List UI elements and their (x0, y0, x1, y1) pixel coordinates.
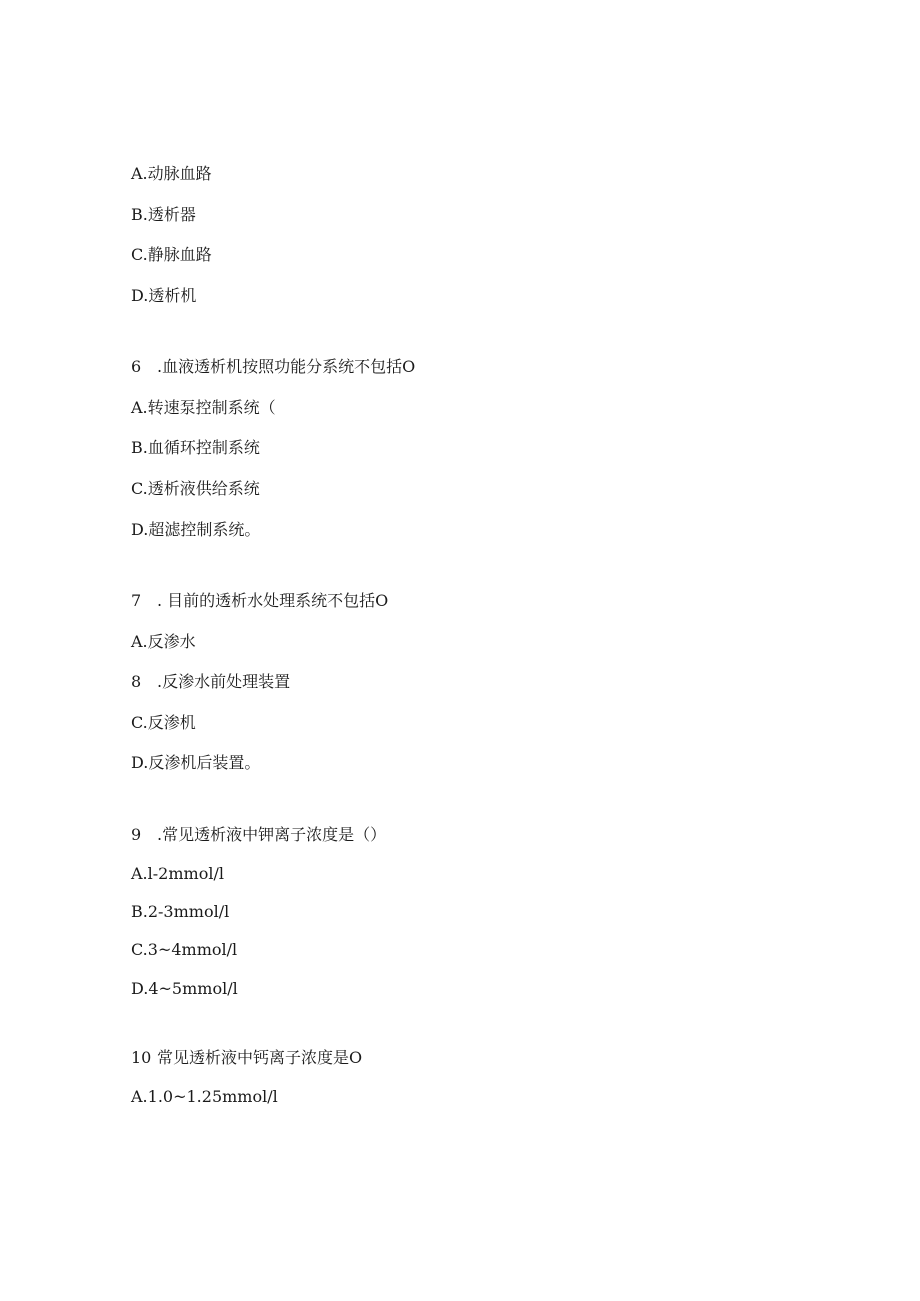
question-stem: . 目前的透析水处理系统不包括O (157, 591, 389, 610)
question-number: 6 (131, 357, 142, 376)
option-c: C.透析液供给系统 (131, 479, 260, 498)
question-number: 8 (131, 672, 142, 691)
question-number: 7 (131, 591, 142, 610)
question-number: 10 (131, 1048, 152, 1067)
option-b: B.透析器 (131, 205, 196, 224)
option-a: A.动脉血路 (131, 164, 212, 183)
option-d: D.超滤控制系统。 (131, 520, 261, 539)
question-7 (131, 591, 388, 611)
option-c: C.静脉血路 (131, 245, 212, 264)
option-a: A.转速泵控制系统（ (131, 398, 276, 417)
question-number: 9 (131, 825, 142, 844)
option-a: A.反渗水 (131, 632, 196, 651)
question-6 (131, 357, 415, 377)
question-8 (131, 672, 290, 692)
option-d: D.透析机 (131, 286, 197, 305)
option-c: C.反渗机 (131, 713, 196, 732)
question-9 (131, 825, 386, 845)
question-stem: .血液透析机按照功能分系统不包括O (157, 357, 416, 376)
option-b: B.血循环控制系统 (131, 438, 260, 457)
question-stem: 常见透析液中钙离子浓度是O (157, 1048, 363, 1067)
option-a: A.l-2mmol/l (131, 864, 224, 883)
option-d: D.反渗机后装置。 (131, 753, 261, 772)
option-c: C.3~4mmol/l (131, 940, 238, 959)
option-d: D.4~5mmol/l (131, 979, 238, 998)
option-b: B.2-3mmol/l (131, 902, 230, 921)
question-stem: .常见透析液中钾离子浓度是（） (157, 825, 387, 844)
question-stem: .反渗水前处理装置 (157, 672, 291, 691)
question-10 (131, 1048, 362, 1068)
option-a: A.1.0~1.25mmol/l (131, 1087, 278, 1106)
